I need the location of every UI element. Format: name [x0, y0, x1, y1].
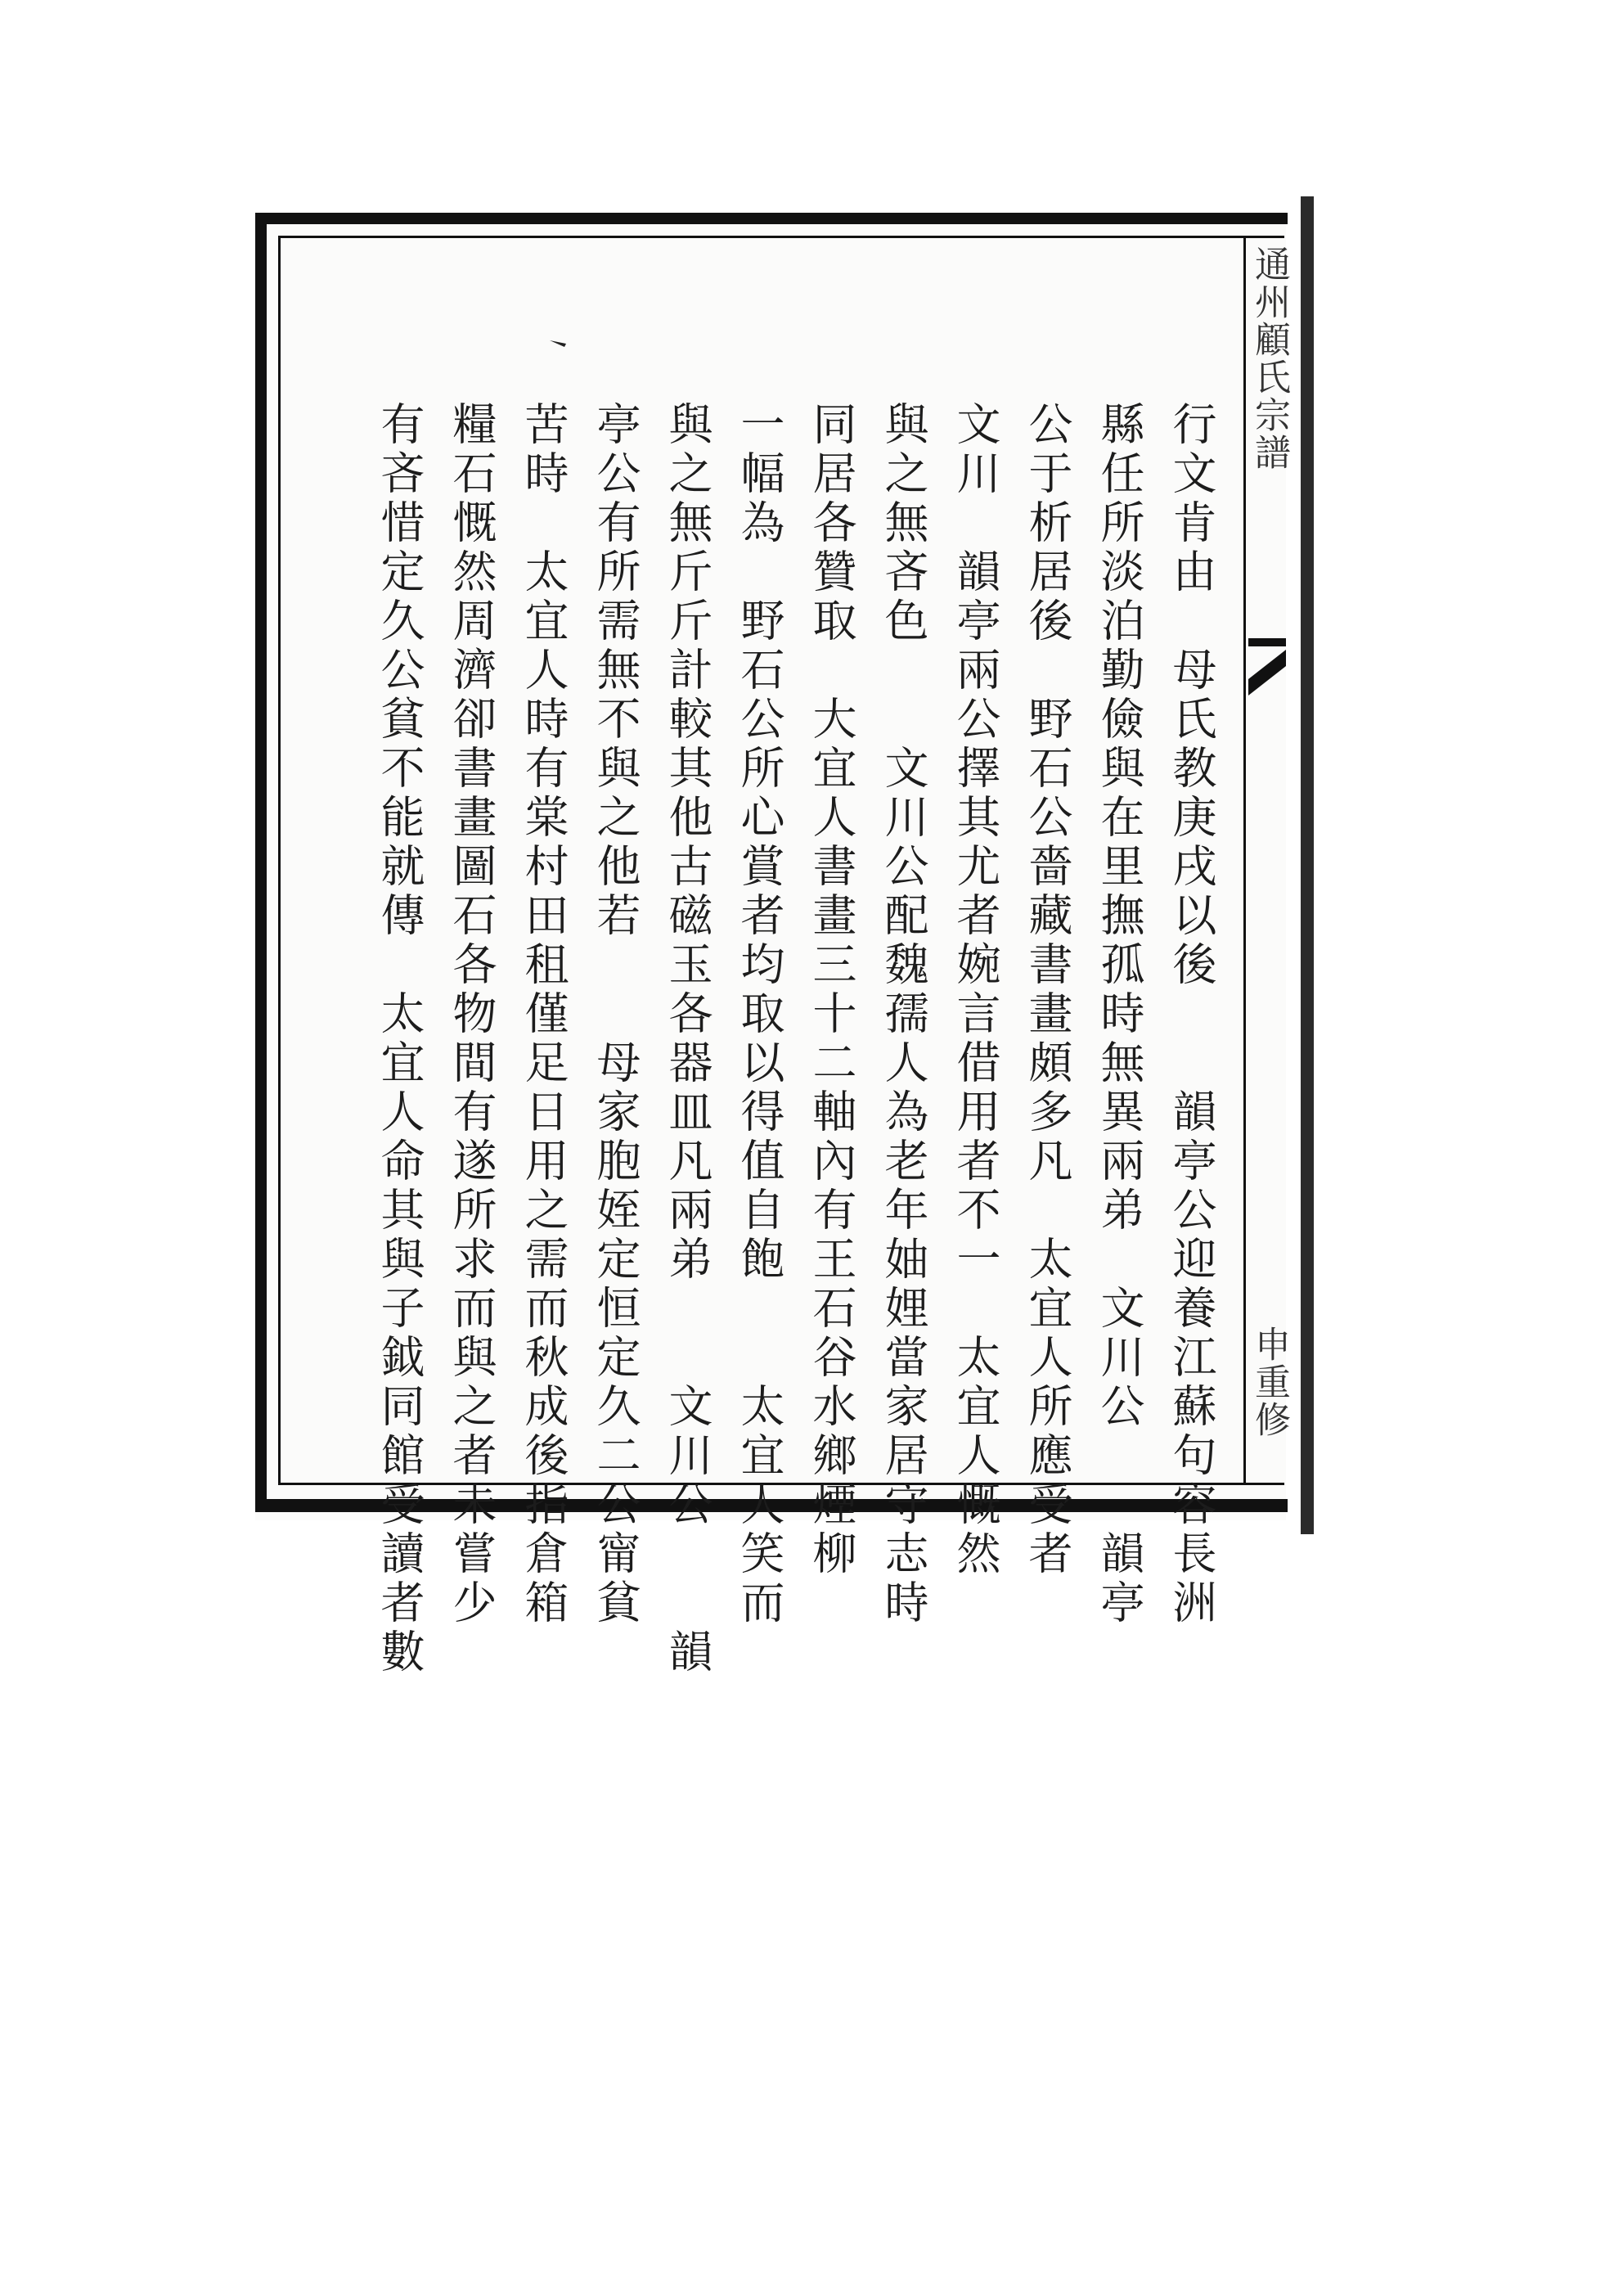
text-column: 苦時 太宜人時有棠村田租僅足日用之需而秋成後指倉箱 — [518, 401, 569, 1628]
text-column: 亭公有所需無不與之他若 母家胞姪定恒定久二公甯貧 — [590, 401, 641, 1628]
text-column: 一幅為 野石公所心賞者均取以得值自飽 太宜人笑而 — [734, 401, 785, 1628]
text-column: 文川 韻亭兩公擇其尤者婉言借用者不一 太宜人慨然 — [950, 401, 1001, 1579]
left-inner-border — [278, 236, 281, 1485]
top-border — [255, 213, 1288, 224]
text-column: 與之無斤斤計較其他古磁玉各器皿凡兩弟 文川公 韻 — [662, 401, 713, 1677]
scanned-page — [245, 196, 1313, 1677]
fold-bottom-text: 申重修 — [1248, 1326, 1290, 1438]
left-border — [255, 213, 267, 1512]
ink-marks — [548, 335, 573, 352]
text-column: 與之無吝色 文川公配魏孺人為老年妯娌當家居守志時 — [878, 401, 929, 1628]
text-column: 縣任所淡泊勤儉與在里撫孤時無異兩弟 文川公 韻亭 — [1094, 401, 1145, 1628]
text-column: 有吝惜定久公貧不能就傳 太宜人命其與子鉞同館受讀者數 — [374, 401, 425, 1677]
top-inner-border — [278, 236, 1284, 238]
text-column: 同居各贊取 大宜人書畫三十二軸內有王石谷水鄉煙柳 — [806, 401, 857, 1579]
right-edge-border — [1301, 196, 1314, 1534]
text-column: 行文肯由 母氏教庚戌以後 韻亭公迎養江蘇句容長洲 — [1166, 401, 1217, 1628]
text-column: 公于析居後 野石公嗇藏書畫頗多凡 太宜人所應受者 — [1022, 401, 1073, 1579]
text-column: 糧石慨然周濟卻書畫圖石各物間有遂所求而與之者未嘗少 — [446, 401, 497, 1628]
fishtail-mark — [1248, 638, 1286, 712]
fold-title: 通州顧氏宗譜 — [1248, 245, 1290, 471]
